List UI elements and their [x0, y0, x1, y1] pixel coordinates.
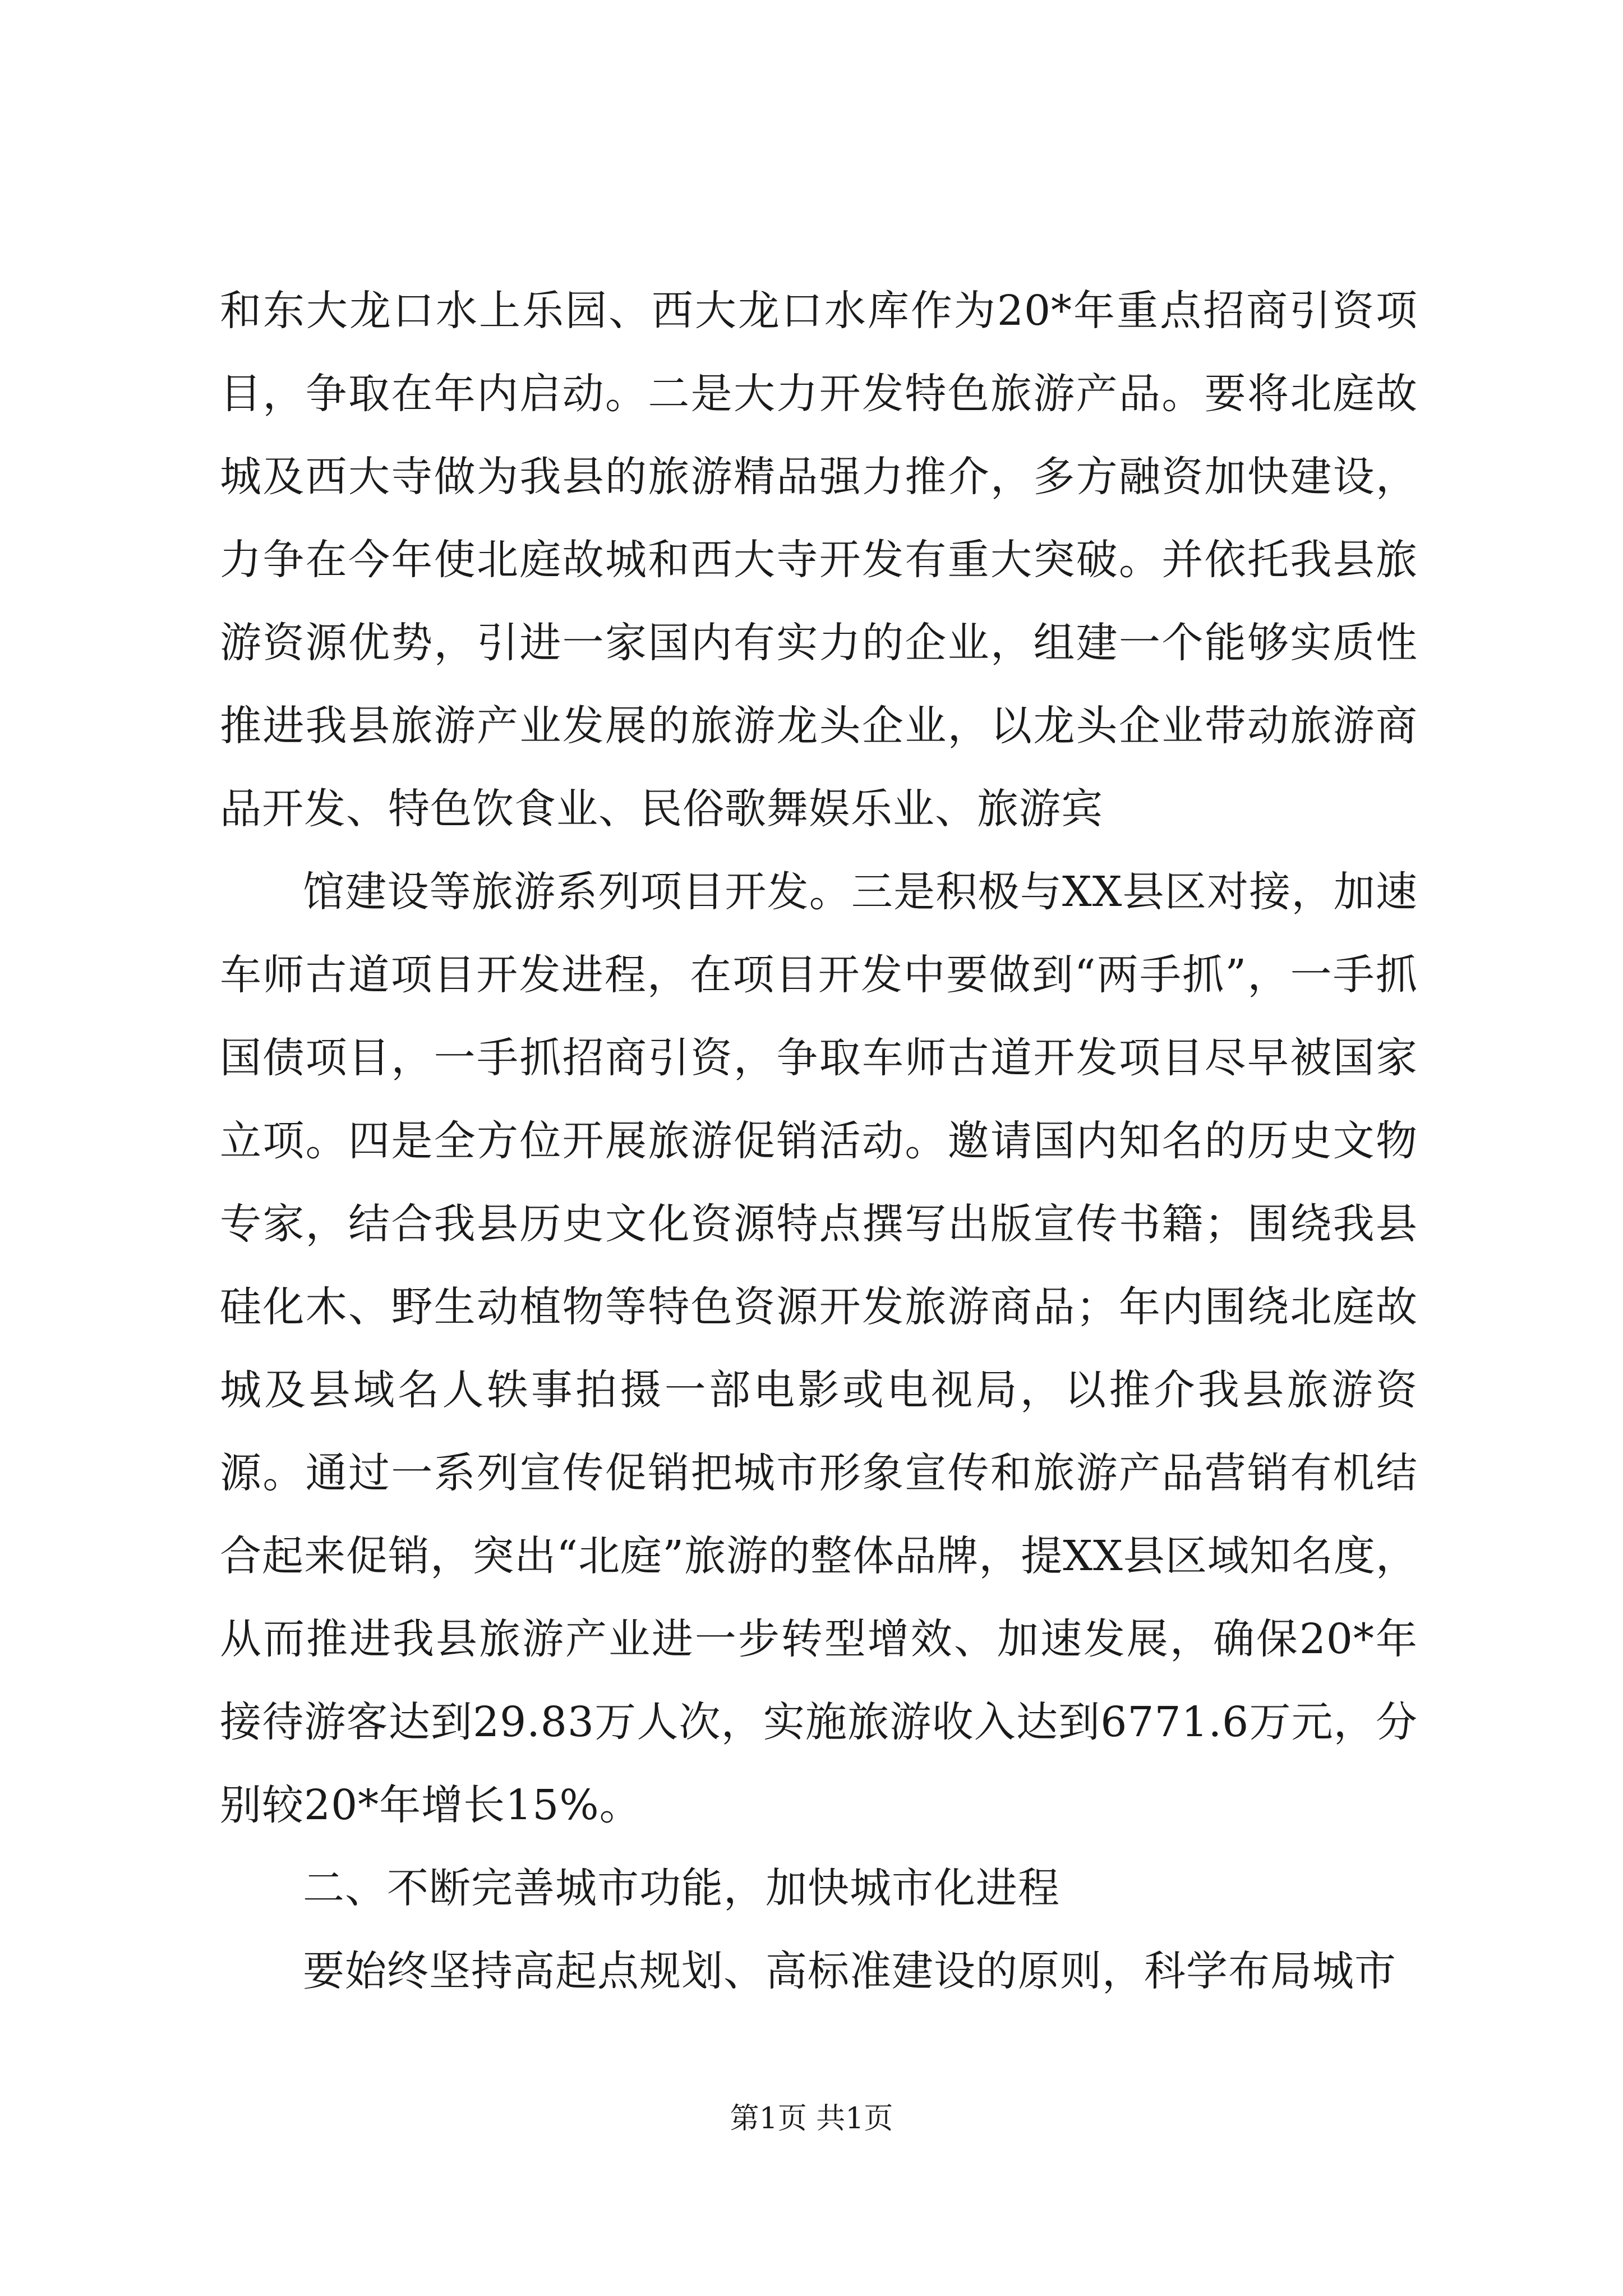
paragraph-1: 和东大龙口水上乐园、西大龙口水库作为20*年重点招商引资项目，争取在年内启动。二是大力开发特色旅游产品。要将北庭故城及西大寺做为我县的旅游精品强力推介，多方融资加快建设，力争在今年使北庭故城和西大寺开发有重大突破。并依托我县旅游资源优势，引进一家国内有实力的企业，组建一个能够实质性推进我县旅游产业发展的旅游龙头企业，以龙头企业带动旅游商品开发、特色饮食业、民俗歌舞娱乐业、旅游宾	[220, 287, 1418, 833]
section-heading: 二、不断完善城市功能，加快城市化进程	[303, 1864, 1060, 1912]
paragraph-3: 要始终坚持高起点规划、高标准建设的原则，科学布局城市	[303, 1947, 1396, 1995]
paragraph-2: 馆建设等旅游系列项目开发。三是积极与XX县区对接，加速车师古道项目开发进程，在项目开发中要做到“两手抓”，一手抓国债项目，一手抓招商引资，争取车师古道开发项目尽早被国家立项。四是全方位开展旅游促销活动。邀请国内知名的历史文物专家，结合我县历史文化资源特点撰写出版宣传书籍；围绕我县硅化木、野生动植物等特色资源开发旅游商品；年内围绕北庭故城及县域名人轶事拍摄一部电影或电视局，以推介我县旅游资源。通过一系列宣传促销把城市形象宣传和旅游产品营销有机结合起来促销，突出“北庭”旅游的整体品牌，提XX县区域知名度，从而推进我县旅游产业进一步转型增效、加速发展，确保20*年接待游客达到29.83万人次，实施旅游收入达到6771.6万元，分别较20*年增长15%。	[220, 868, 1418, 1829]
document-body	[220, 269, 1418, 2013]
page-footer: 第1页 共1页	[730, 2102, 893, 2136]
